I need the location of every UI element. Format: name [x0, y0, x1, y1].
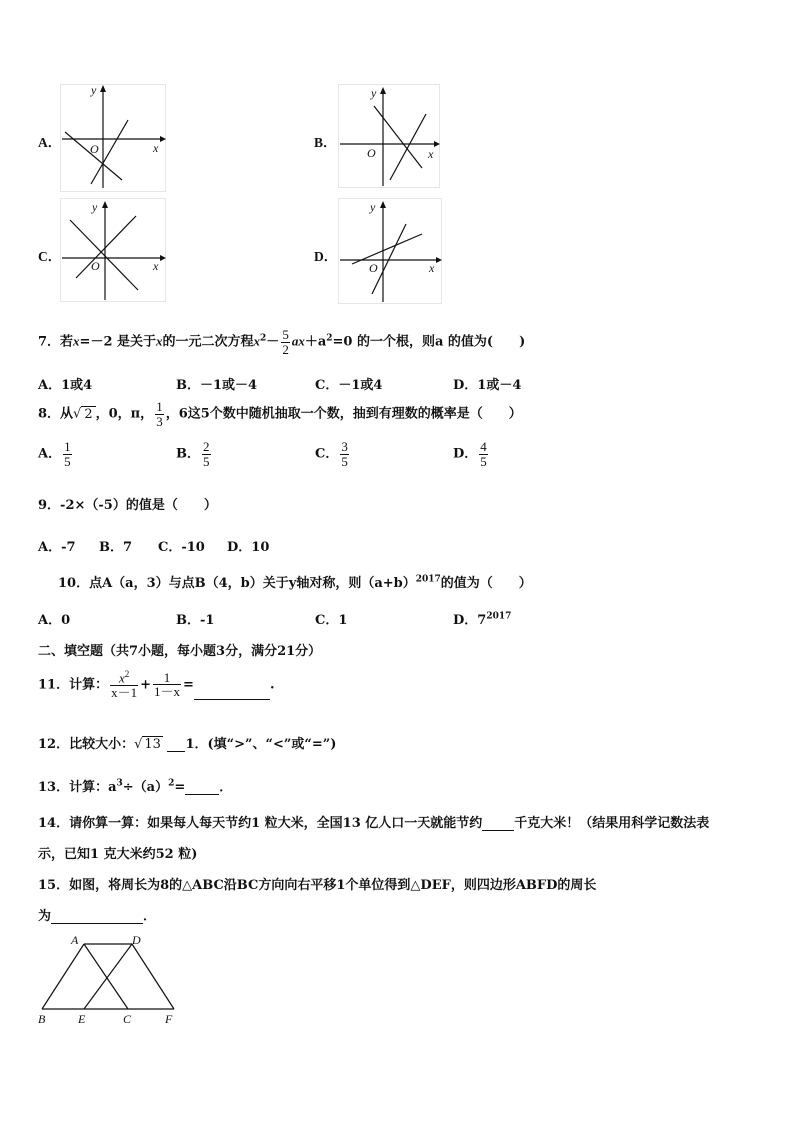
graph-c-y-label: y [92, 200, 98, 214]
option-d-label: D． [314, 249, 338, 264]
q7-minus: － [266, 334, 280, 350]
q7-option-a[interactable]: A．1或4 [38, 378, 93, 393]
option-a-label: A． [38, 135, 62, 150]
q12-text-after: 1．(填“>”、“<”或“=”) [185, 737, 337, 752]
q12-sqrt-sign: √ [134, 737, 143, 752]
question-14-line-2: 示，已知1 克大米约52 粒) [38, 847, 198, 862]
q7-text-c: 的一元二次方程 [162, 334, 254, 350]
q8-sqrt-value: 2 [81, 406, 95, 422]
question-12 [38, 733, 336, 752]
q11-frac1-num [110, 670, 138, 686]
option-b-label: B． [314, 135, 337, 150]
q8-text-c: ，6这5个数中随机抽取一个数，抽到有理数的概率是（ ） [165, 406, 522, 422]
graph-a[interactable] [60, 84, 166, 192]
q8-option-a-fraction [63, 440, 72, 468]
graph-d-y-label: y [370, 200, 376, 214]
q11-frac1-den: x－1 [111, 684, 138, 700]
q8-text-b: ，0，π， [95, 406, 154, 422]
q11-text: 11．计算： [38, 677, 109, 693]
q7-fraction [281, 328, 290, 356]
q7-var: x [73, 333, 80, 349]
q12-sqrt-value: 13 [144, 737, 161, 752]
q13-answer-blank[interactable] [185, 782, 219, 795]
q15-triangle-figure [34, 932, 184, 1028]
q7-option-b[interactable]: B．－1或－4 [176, 378, 258, 393]
q9-option-d[interactable]: D．10 [227, 540, 270, 555]
q8-option-a-den: 5 [64, 453, 71, 469]
q15-period: ． [143, 909, 157, 924]
question-10-stem [58, 572, 532, 591]
q7-plus-a: ＋a [304, 334, 327, 350]
q11-fraction-1 [110, 670, 138, 700]
q10-option-c[interactable]: C．1 [315, 613, 348, 628]
q10-text-a: 10．点A（a，3）与点B（4，b）关于y轴对称，则（a+b） [58, 576, 416, 591]
question-15-line-2 [38, 905, 156, 924]
question-11 [38, 670, 274, 700]
section-2-heading: 二、填空题（共7小题，每小题3分，满分21分） [38, 644, 322, 659]
q8-fraction [155, 400, 164, 428]
q7-square2: 2 [326, 333, 333, 344]
q10-option-b[interactable]: B．-1 [176, 613, 215, 628]
q12-answer-blank[interactable] [167, 739, 185, 752]
q8-option-a-num: 1 [64, 439, 71, 454]
q8-option-b-fraction [202, 440, 211, 468]
q15-label-f: F [165, 1012, 173, 1026]
q14-text-a: 14．请你算一算：如果每人每天节约1 粒大米，全国13 亿人口一天就能节约 [38, 816, 483, 831]
question-7-stem [38, 328, 525, 356]
q8-sqrt-sign: √ [73, 406, 82, 422]
q8-option-a-label: A． [38, 446, 62, 462]
q14-answer-blank[interactable] [482, 818, 514, 831]
q8-option-d[interactable] [453, 440, 490, 468]
q11-plus: + [140, 677, 152, 693]
q13-text-c: = [174, 780, 186, 795]
graph-d[interactable] [338, 198, 442, 304]
q10-option-d-label: D．7 [453, 613, 487, 628]
q11-frac2-den: 1－x [154, 684, 181, 700]
q7-poly-x: x [253, 333, 261, 349]
q7-text-b: =－2 是关于 [79, 334, 157, 350]
q9-option-c[interactable]: C．-10 [158, 540, 205, 555]
q8-option-b[interactable] [176, 440, 213, 468]
q8-frac-num: 1 [156, 399, 163, 414]
q10-exponent: 2017 [415, 574, 441, 585]
q8-frac-den: 3 [156, 413, 163, 429]
q10-option-d[interactable] [453, 609, 511, 628]
q7-square: 2 [260, 333, 267, 344]
graph-c-origin-label: O [91, 259, 100, 273]
q8-option-c-fraction [340, 440, 349, 468]
q7-frac-den: 2 [282, 341, 289, 357]
q11-equals: = [183, 677, 194, 693]
q12-text: 12．比较大小： [38, 737, 135, 752]
q9-option-a[interactable]: A．-7 [38, 540, 76, 555]
q13-text-a: 13．计算：a [38, 780, 117, 795]
q7-option-d[interactable]: D．1或－4 [453, 378, 522, 393]
q15-text-a: 为 [38, 909, 52, 924]
q8-option-b-num: 2 [203, 439, 210, 454]
q8-sqrt [73, 406, 96, 422]
q14-text-b: 千克大米！（结果用科学记数法表 [514, 816, 710, 831]
q8-option-d-den: 5 [480, 453, 487, 469]
q7-ax: ax [291, 333, 305, 349]
q7-frac-num: 5 [282, 327, 289, 342]
question-13 [38, 776, 232, 795]
q15-label-d: D [132, 933, 141, 947]
question-15-line-1: 15．如图，将周长为8的△ABC沿BC方向向右平移1个单位得到△DEF，则四边形ABFD的周长 [38, 878, 597, 893]
q7-option-c[interactable]: C．－1或4 [315, 378, 383, 393]
q8-option-d-label: D． [453, 446, 478, 462]
q8-option-b-label: B． [176, 446, 200, 462]
q8-option-c-num: 3 [341, 439, 348, 454]
q11-period: . [269, 677, 275, 693]
graph-a-origin-label: O [90, 142, 99, 156]
graph-b-origin-label: O [367, 146, 376, 160]
graph-b[interactable] [338, 84, 440, 188]
graph-c[interactable] [60, 198, 166, 302]
q15-answer-blank[interactable] [51, 911, 143, 924]
q7-var2: x [156, 333, 163, 349]
q8-text-a: 8．从 [38, 406, 74, 422]
question-14-line-1 [38, 812, 709, 831]
q10-option-a[interactable]: A．0 [38, 613, 71, 628]
q13-text-b: ÷（a） [122, 780, 169, 795]
graph-d-x-label: x [429, 261, 435, 275]
q15-label-c: C [123, 1012, 132, 1026]
q15-label-a: A [71, 933, 79, 947]
graph-a-y-label: y [91, 84, 97, 97]
q11-fraction-2 [153, 671, 181, 699]
q11-frac1-exp: 2 [124, 669, 130, 679]
question-9-stem: 9．-2×（-5）的值是（ ） [38, 498, 217, 513]
q15-label-e: E [78, 1012, 86, 1026]
graph-b-x-label: x [428, 147, 434, 161]
question-8-stem [38, 400, 522, 428]
q8-option-c-label: C． [315, 446, 339, 462]
q8-option-c[interactable] [315, 440, 351, 468]
q7-text-a: 7．若 [38, 334, 74, 350]
q13-exp1: 3 [116, 778, 123, 789]
graph-a-x-label: x [153, 141, 159, 155]
q9-option-b[interactable]: B．7 [99, 540, 133, 555]
q7-text-d: =0 的一个根，则a 的值为( ) [332, 334, 526, 350]
q13-exp2: 2 [168, 778, 175, 789]
q8-option-d-fraction [479, 440, 488, 468]
q13-period: ． [219, 780, 233, 795]
q15-label-b: B [38, 1012, 46, 1026]
option-c-label: C． [38, 249, 62, 264]
q8-option-b-den: 5 [203, 453, 210, 469]
q11-answer-blank[interactable] [194, 687, 270, 700]
graph-c-x-label: x [153, 259, 159, 273]
q8-option-d-num: 4 [480, 439, 487, 454]
graph-d-origin-label: O [369, 261, 378, 275]
q11-frac2-num: 1 [153, 671, 181, 686]
q8-option-a[interactable] [38, 440, 74, 468]
q8-option-c-den: 5 [341, 453, 348, 469]
q12-sqrt [134, 736, 163, 752]
q11-frac1-var: x [118, 670, 125, 686]
q10-text-b: 的值为（ ） [440, 576, 532, 591]
graph-b-y-label: y [371, 86, 377, 100]
q10-option-d-exponent: 2017 [486, 611, 512, 622]
